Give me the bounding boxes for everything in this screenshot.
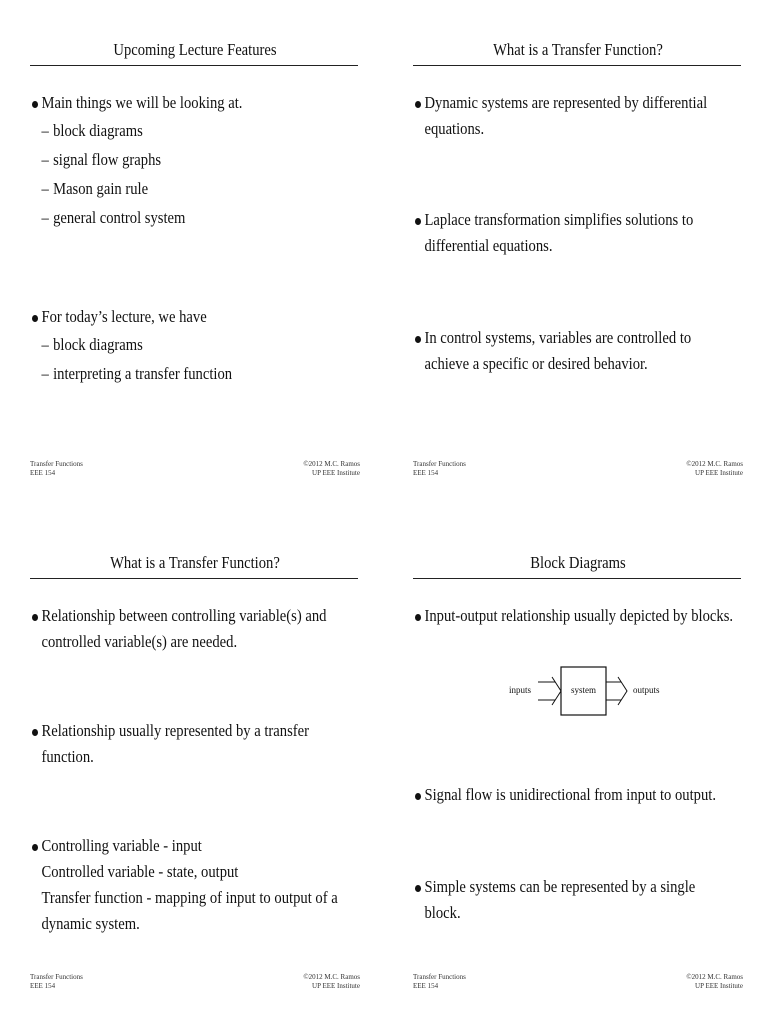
slide-title: What is a Transfer Function? <box>493 40 663 59</box>
title-rule <box>413 578 741 579</box>
bullet-item <box>415 874 735 926</box>
sub-item-text: block diagrams <box>53 335 143 354</box>
bullet-text: Input-output relationship usually depicted by blocks. <box>424 606 734 625</box>
diagram-output-label: outputs <box>633 685 660 695</box>
sub-item-text: signal flow graphs <box>53 150 162 169</box>
footer-line: Transfer Functions <box>413 973 466 981</box>
footer-copyright <box>686 460 743 478</box>
slide-what-is-transfer-function-2 <box>30 543 360 1003</box>
footer-line: ©2012 M.C. Ramos <box>303 973 360 981</box>
bullet-text: Signal flow is unidirectional from input to output. <box>424 785 717 804</box>
bullet-item <box>415 603 735 629</box>
bullet-dot-icon <box>32 729 38 736</box>
dash-icon: – <box>41 364 49 383</box>
title-rule <box>30 65 358 66</box>
footer-copyright <box>303 460 360 478</box>
sub-item-text: Mason gain rule <box>53 179 149 198</box>
bullet-text: In control systems, variables are controlled to achieve a specific or desired behavior. <box>424 328 692 373</box>
slide-body <box>32 603 352 937</box>
footer-course <box>413 973 466 991</box>
footer-course <box>413 460 466 478</box>
dash-icon: – <box>41 121 49 140</box>
bullet-dot-icon <box>32 614 38 621</box>
diagram-input-label: inputs <box>509 685 532 695</box>
bullet-line: Transfer function - mapping of input to output of a dynamic system. <box>41 888 338 933</box>
footer-line: UP EEE Institute <box>312 982 360 990</box>
footer-line: EEE 154 <box>30 982 56 990</box>
bullet-dot-icon <box>32 315 38 322</box>
sub-item-text: interpreting a transfer function <box>53 364 233 383</box>
slide-body <box>415 603 735 926</box>
bullet-text: Dynamic systems are represented by differential equations. <box>424 93 708 138</box>
footer-line: EEE 154 <box>30 469 56 477</box>
bullet-dot-icon <box>415 101 421 108</box>
bullet-item <box>415 207 735 259</box>
bullet-item <box>32 603 352 655</box>
dash-icon: – <box>41 335 49 354</box>
bullet-line: Controlled variable - state, output <box>41 862 239 881</box>
dash-icon: – <box>41 208 49 227</box>
footer-line: UP EEE Institute <box>695 469 743 477</box>
bullet-item <box>415 782 735 808</box>
footer-line: ©2012 M.C. Ramos <box>686 973 743 981</box>
bullet-dot-icon <box>415 218 421 225</box>
bullet-text: Main things we will be looking at. <box>41 93 243 112</box>
sub-item <box>32 174 352 203</box>
footer-course <box>30 973 83 991</box>
bullet-dot-icon <box>32 101 38 108</box>
bullet-item <box>32 90 352 116</box>
sub-item <box>32 359 352 388</box>
bullet-item <box>32 833 352 937</box>
footer-line: UP EEE Institute <box>312 469 360 477</box>
slide-upcoming-lecture-features <box>30 30 360 490</box>
bullet-dot-icon <box>32 844 38 851</box>
sub-item <box>32 116 352 145</box>
footer-line: Transfer Functions <box>30 460 83 468</box>
bullet-item <box>32 304 352 330</box>
sub-item-text: general control system <box>53 208 186 227</box>
slide-what-is-transfer-function-1 <box>413 30 743 490</box>
bullet-text: Laplace transformation simplifies solutions to differential equations. <box>424 210 694 255</box>
output-arrow-icon <box>606 677 627 705</box>
bullet-item <box>415 325 735 377</box>
block-diagram <box>508 663 668 723</box>
diagram-block-label: system <box>571 685 597 695</box>
title-rule <box>30 578 358 579</box>
bullet-dot-icon <box>415 614 421 621</box>
footer-line: ©2012 M.C. Ramos <box>303 460 360 468</box>
sub-item-text: block diagrams <box>53 121 143 140</box>
bullet-text: Relationship usually represented by a transfer function. <box>41 721 310 766</box>
bullet-dot-icon <box>415 885 421 892</box>
footer-copyright <box>686 973 743 991</box>
input-arrow-icon <box>538 677 561 705</box>
bullet-dot-icon <box>415 793 421 800</box>
bullet-text: Simple systems can be represented by a single block. <box>424 877 696 922</box>
bullet-line: Controlling variable - input <box>41 836 202 855</box>
bullet-dot-icon <box>415 336 421 343</box>
bullet-text: Relationship between controlling variable(s) and controlled variable(s) are needed. <box>41 606 327 651</box>
footer-line: EEE 154 <box>413 982 439 990</box>
footer-line: UP EEE Institute <box>695 982 743 990</box>
footer-copyright <box>303 973 360 991</box>
dash-icon: – <box>41 179 49 198</box>
bullet-item <box>415 90 735 142</box>
footer-course <box>30 460 83 478</box>
slide-body <box>415 90 735 377</box>
slide-title: What is a Transfer Function? <box>110 553 280 572</box>
slide-title: Upcoming Lecture Features <box>113 40 277 59</box>
slide-body <box>32 90 352 388</box>
dash-icon: – <box>41 150 49 169</box>
footer-line: ©2012 M.C. Ramos <box>686 460 743 468</box>
footer-line: Transfer Functions <box>30 973 83 981</box>
footer-line: Transfer Functions <box>413 460 466 468</box>
sub-item <box>32 330 352 359</box>
slide-block-diagrams <box>413 543 743 1003</box>
sub-item <box>32 203 352 232</box>
bullet-text: For today’s lecture, we have <box>41 307 207 326</box>
footer-line: EEE 154 <box>413 469 439 477</box>
slide-title: Block Diagrams <box>530 553 626 572</box>
title-rule <box>413 65 741 66</box>
bullet-item <box>32 718 352 770</box>
sub-item <box>32 145 352 174</box>
